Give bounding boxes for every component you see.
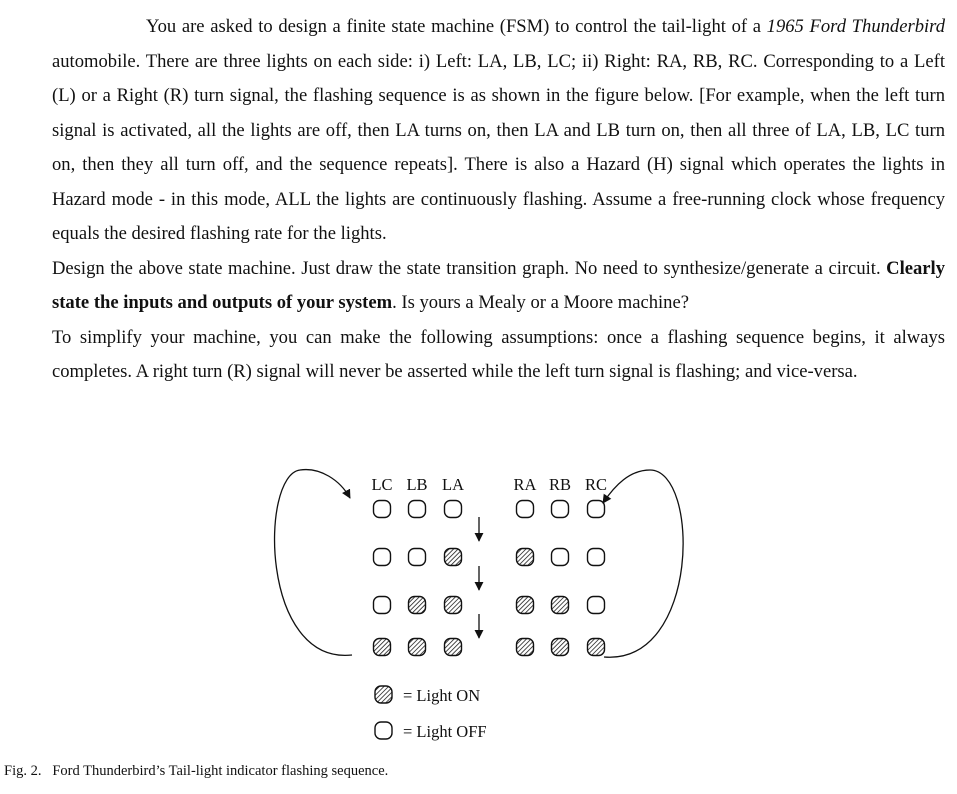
light-lc-step-3 — [374, 597, 391, 614]
light-lc-step-4 — [374, 639, 391, 656]
label-lc: LC — [371, 475, 393, 494]
light-rb-step-1 — [552, 501, 569, 518]
caption-text: Ford Thunderbird’s Tail-light indicator flashing sequence. — [52, 763, 389, 779]
legend-off-swatch — [375, 722, 392, 739]
design-text-start: Design the above state machine. Just draw the state transition graph. No need to synthesize/generate a circuit. — [52, 257, 887, 279]
right-loop-arrow — [603, 470, 683, 657]
caption-label: Fig. 2. — [4, 763, 42, 779]
light-rc-step-1 — [588, 501, 605, 518]
design-text-bold: Clearly state the inputs and outputs of your system — [52, 257, 945, 313]
light-rc-step-4 — [588, 639, 605, 656]
light-la-step-4 — [445, 639, 462, 656]
light-lc-step-2 — [374, 549, 391, 566]
car-name: 1965 Ford Thunderbird — [766, 16, 945, 37]
label-ra: RA — [513, 475, 537, 494]
intro-text-rest: automobile. There are three lights on each side: i) Left: LA, LB, LC; ii) Right: RA, RB, RC. Corresponding to a Left (L) or a Right (R) turn signal, the flashing sequence is as shown in the figure below. [For example, when the left turn signal is activated, all the lights are off, then LA turns on, then LA and LB turn on, then all three of LA, LB, LC turn on, then they all turn off, and the sequence repeats]. There is also a Hazard (H) signal which operates the lights in Hazard mode - in this mode, ALL the lights are continuously flashing. Assume a free-running clock whose frequency equals the desired flashing rate for the lights. — [52, 50, 945, 244]
paragraph-assumptions: To simplify your machine, you can make the following assumptions: once a flashing sequence begins, it always completes. A right turn (R) signal will never be asserted while the left turn signal is flashing; and vice-versa. — [52, 326, 945, 382]
light-lb-step-4 — [409, 639, 426, 656]
light-la-step-3 — [445, 597, 462, 614]
light-rb-step-2 — [552, 549, 569, 566]
legend-on-label: = Light ON — [403, 686, 481, 705]
label-la: LA — [442, 475, 464, 494]
light-rb-step-3 — [552, 597, 569, 614]
light-lb-step-1 — [409, 501, 426, 518]
light-ra-step-1 — [517, 501, 534, 518]
legend-off-label: = Light OFF — [403, 722, 487, 741]
light-la-step-1 — [445, 501, 462, 518]
paragraph-design — [52, 252, 945, 321]
problem-text — [52, 10, 945, 390]
flashing-sequence-figure — [270, 465, 690, 745]
paragraph-intro — [52, 10, 945, 252]
light-ra-step-4 — [517, 639, 534, 656]
light-grid — [374, 501, 605, 656]
light-rb-step-4 — [552, 639, 569, 656]
intro-text-start: You are asked to design a finite state machine (FSM) to control the tail-light of a — [146, 16, 767, 37]
light-ra-step-2 — [517, 549, 534, 566]
light-lb-step-3 — [409, 597, 426, 614]
light-rc-step-2 — [588, 549, 605, 566]
light-rc-step-3 — [588, 597, 605, 614]
label-rb: RB — [548, 475, 572, 494]
label-rc: RC — [584, 475, 608, 494]
design-text-end: . Is yours a Mealy or a Moore machine? — [392, 292, 689, 313]
light-la-step-2 — [445, 549, 462, 566]
label-lb: LB — [406, 475, 428, 494]
light-lb-step-2 — [409, 549, 426, 566]
left-loop-arrow — [275, 470, 352, 656]
legend-on-swatch — [375, 686, 392, 703]
figure-caption — [4, 763, 388, 780]
light-lc-step-1 — [374, 501, 391, 518]
light-ra-step-3 — [517, 597, 534, 614]
